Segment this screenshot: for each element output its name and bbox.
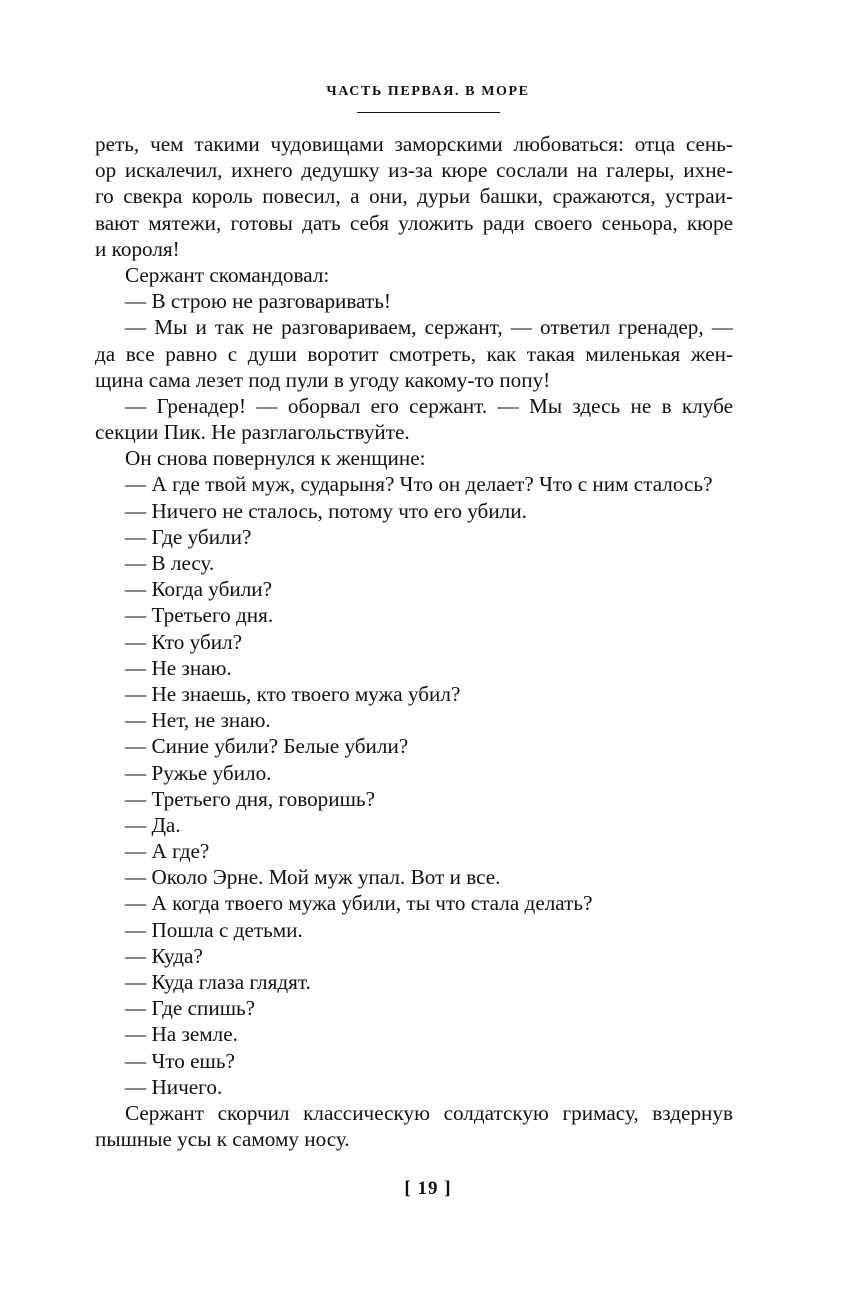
- header-rule: [357, 112, 500, 113]
- dialogue-line: — Куда глаза глядят.: [125, 970, 311, 994]
- text-line: го свекра король повесил, а они, дурьи башки, сражаются, устраи-: [95, 184, 733, 209]
- dialogue-line: — Где спишь?: [125, 996, 256, 1021]
- text-line: Он снова повернулся к женщине:: [125, 446, 426, 471]
- text-line: и короля!: [95, 236, 180, 261]
- dialogue-line: — Что ешь?: [125, 1048, 235, 1073]
- text-line: пышные усы к самому носу.: [95, 1127, 350, 1152]
- dialogue-line: — А где твой муж, сударыня? Что он делает? Что с ним сталось?: [125, 472, 713, 497]
- dialogue-line: — Гренадер! — оборвал его сержант. — Мы здесь не в клубе: [125, 393, 733, 418]
- dialogue-line: — А когда твоего мужа убили, ты что стала делать?: [125, 891, 593, 916]
- text-line: щина сама лезет под пули в угоду какому-то попу!: [95, 367, 551, 392]
- dialogue-line: — Не знаю.: [125, 655, 232, 680]
- dialogue-line: — Мы и так не разговариваем, сержант, — ответил гренадер, —: [125, 315, 733, 340]
- dialogue-line: — Да.: [125, 812, 181, 837]
- dialogue-line: — Где убили?: [125, 524, 252, 549]
- dialogue-line: — Когда убили?: [125, 577, 273, 602]
- text-line: вают мятежи, готовы дать себя уложить ради своего сеньора, кюре: [95, 210, 733, 235]
- dialogue-line: — Нет, не знаю.: [125, 708, 271, 733]
- dialogue-line: — Куда?: [125, 943, 203, 968]
- text-line: Сержант скомандовал:: [125, 262, 330, 287]
- page-number: [ 19 ]: [404, 1178, 452, 1199]
- running-header: ЧАСТЬ ПЕРВАЯ. В МОРЕ: [326, 84, 530, 99]
- dialogue-line: — Пошла с детьми.: [125, 917, 303, 942]
- text-line: секции Пик. Не разглагольствуйте.: [95, 420, 410, 445]
- dialogue-line: — Синие убили? Белые убили?: [125, 734, 409, 759]
- dialogue-line: — Третьего дня, говоришь?: [125, 786, 375, 811]
- dialogue-line: — В строю не разговаривать!: [125, 289, 391, 314]
- dialogue-line: — Ничего не сталось, потому что его убили.: [125, 498, 527, 523]
- text-line: ор искалечил, ихнего дедушку из-за кюре сослали на галеры, ихне-: [95, 158, 733, 183]
- dialogue-line: — Кто убил?: [125, 629, 243, 654]
- dialogue-line: — Не знаешь, кто твоего мужа убил?: [125, 681, 461, 706]
- dialogue-line: — Около Эрне. Мой муж упал. Вот и все.: [125, 865, 501, 890]
- dialogue-line: — Ничего.: [125, 1074, 223, 1099]
- dialogue-line: — А где?: [125, 839, 210, 864]
- text-line: да все равно с души воротит смотреть, как такая миленькая жен-: [95, 341, 733, 366]
- text-line: реть, чем такими чудовищами заморскими любоваться: отца сень-: [95, 132, 733, 156]
- body-text: [95, 131, 733, 1152]
- dialogue-line: — Третьего дня.: [125, 603, 274, 628]
- dialogue-line: — Ружье убило.: [125, 760, 272, 785]
- text-line: Сержант скорчил классическую солдатскую гримасу, вздернув: [125, 1100, 733, 1125]
- dialogue-line: — В лесу.: [125, 551, 215, 575]
- dialogue-line: — На земле.: [125, 1022, 238, 1047]
